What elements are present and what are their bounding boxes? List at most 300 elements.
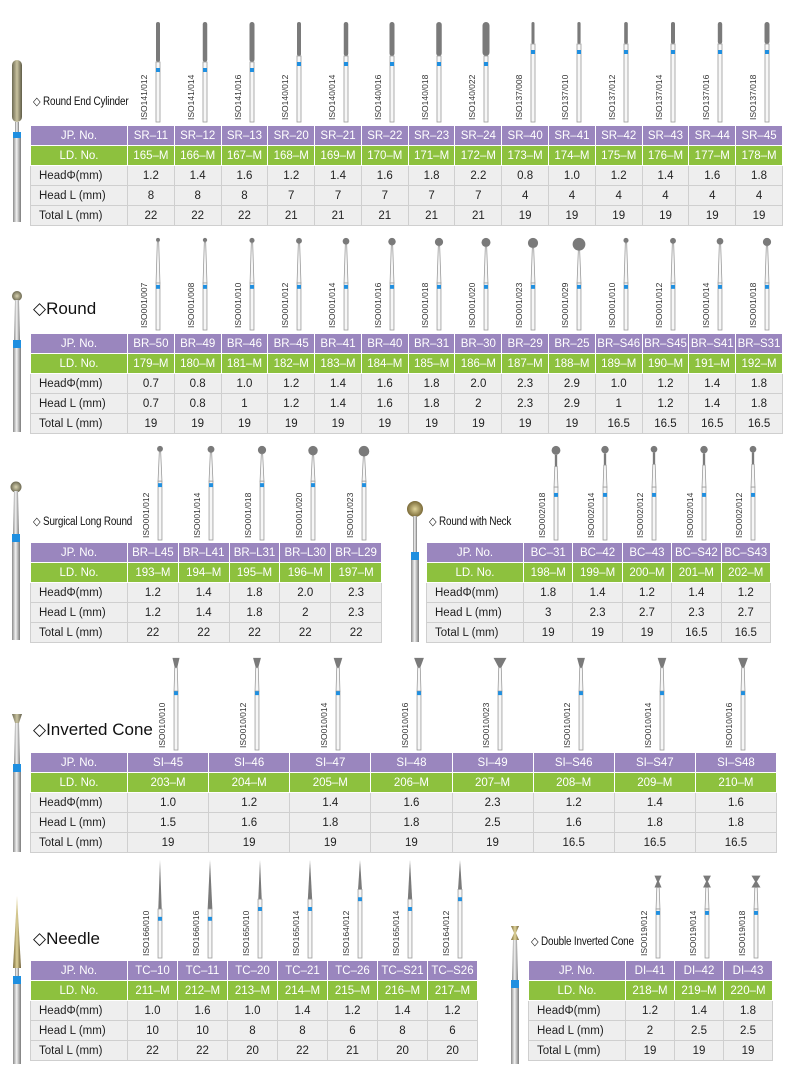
- table-cell: 195–M: [229, 563, 280, 583]
- table-cell: 19: [642, 206, 689, 226]
- bur-icon: [493, 652, 507, 750]
- table-cell: TC–S26: [428, 961, 478, 981]
- iso-column: [361, 232, 408, 330]
- iso-column: [735, 232, 782, 330]
- table-cell: 187–M: [502, 354, 549, 374]
- table-cell: 216–M: [378, 981, 428, 1001]
- bur-icon: [713, 232, 727, 330]
- double-inverted-cone-row-ld: [529, 981, 773, 1001]
- table-cell: SR–11: [128, 126, 175, 146]
- table-cell: 0.8: [502, 166, 549, 186]
- table-cell: 2.3: [672, 603, 721, 623]
- table-cell: BC–S42: [672, 543, 721, 563]
- table-cell: 1.8: [408, 394, 455, 414]
- table-cell: 19: [736, 206, 783, 226]
- iso-column: [454, 232, 501, 330]
- table-cell: 1.0: [221, 374, 268, 394]
- double-inverted-cone-row-head-d: [529, 1001, 773, 1021]
- table-cell: 182–M: [268, 354, 315, 374]
- table-cell: 7: [268, 186, 315, 206]
- surgical-long-round-table: [30, 542, 382, 643]
- iso-column: [548, 232, 595, 330]
- table-cell: 19: [622, 623, 671, 643]
- iso-label: ISO140/012: [279, 74, 290, 120]
- table-cell: 190–M: [642, 354, 689, 374]
- round-with-neck-row-head-l: [427, 603, 771, 623]
- iso-label: ISO001/012: [279, 282, 290, 328]
- table-cell: 1.4: [278, 1001, 328, 1021]
- table-cell: 19: [174, 414, 221, 434]
- iso-column: [277, 860, 327, 958]
- inverted-cone-bur-image: [7, 710, 27, 852]
- table-cell: 6: [328, 1021, 378, 1041]
- iso-label: ISO001/016: [373, 282, 384, 328]
- iso-column: [174, 22, 221, 122]
- table-cell: 213–M: [228, 981, 278, 1001]
- bur-icon: [619, 22, 633, 122]
- iso-label: ISO010/012: [562, 702, 573, 748]
- table-cell: 2.7: [622, 603, 671, 623]
- row-label: Total L (mm): [529, 1041, 626, 1061]
- table-cell: 19: [724, 1041, 773, 1061]
- table-cell: BC–31: [524, 543, 573, 563]
- table-cell: 217–M: [428, 981, 478, 1001]
- bur-icon: [331, 652, 345, 750]
- table-cell: 1.0: [549, 166, 596, 186]
- bur-icon: [574, 652, 588, 750]
- bur-icon: [619, 232, 633, 330]
- iso-label: ISO166/016: [191, 910, 201, 956]
- table-cell: 1.2: [268, 166, 315, 186]
- round-row-head-d: [31, 374, 783, 394]
- iso-column: [314, 22, 361, 122]
- row-label: Total L (mm): [31, 1041, 128, 1061]
- table-cell: 181–M: [221, 354, 268, 374]
- row-label: Head L (mm): [529, 1021, 626, 1041]
- iso-label: ISO010/016: [724, 702, 735, 748]
- table-cell: SR–40: [502, 126, 549, 146]
- table-cell: 1.4: [642, 166, 689, 186]
- round-with-neck-row-ld: [427, 563, 771, 583]
- double-inverted-cone-row-jp: [529, 961, 773, 981]
- table-cell: BR–45: [268, 334, 315, 354]
- round-bur-image: [7, 290, 27, 432]
- row-label: LD. No.: [31, 981, 128, 1001]
- table-cell: 16.5: [736, 414, 783, 434]
- needle-title: ◇Needle: [33, 929, 100, 949]
- table-cell: 19: [502, 206, 549, 226]
- iso-label: ISO140/016: [373, 74, 384, 120]
- table-cell: 8: [378, 1021, 428, 1041]
- bur-icon: [432, 232, 446, 330]
- row-label: HeadΦ(mm): [31, 166, 128, 186]
- iso-column: [533, 652, 614, 750]
- iso-column: [178, 442, 229, 540]
- round-end-cylinder-row-total-l: [31, 206, 783, 226]
- row-label: JP. No.: [31, 543, 128, 563]
- table-cell: 177–M: [689, 146, 736, 166]
- table-cell: 20: [428, 1041, 478, 1061]
- row-label: LD. No.: [529, 981, 626, 1001]
- table-cell: 4: [502, 186, 549, 206]
- row-label: Head L (mm): [31, 1021, 128, 1041]
- table-cell: 22: [229, 623, 280, 643]
- row-label: HeadΦ(mm): [31, 793, 128, 813]
- iso-column: [501, 232, 548, 330]
- table-cell: 2.3: [573, 603, 622, 623]
- table-cell: 1.4: [178, 583, 229, 603]
- table-cell: 2.0: [455, 374, 502, 394]
- bur-icon: [153, 442, 167, 540]
- bur-icon: [700, 860, 714, 958]
- table-cell: 1.2: [209, 793, 290, 813]
- row-label: LD. No.: [427, 563, 524, 583]
- inverted-cone-row-head-l: [31, 813, 777, 833]
- row-label: JP. No.: [529, 961, 626, 981]
- table-cell: 1.4: [689, 394, 736, 414]
- needle-row-jp: [31, 961, 478, 981]
- surgical-long-round-row-ld: [31, 563, 382, 583]
- table-cell: TC–20: [228, 961, 278, 981]
- round-with-neck-table: [426, 542, 771, 643]
- table-cell: 19: [268, 414, 315, 434]
- table-cell: 10: [178, 1021, 228, 1041]
- bur-icon: [412, 652, 426, 750]
- round-iso-row: [127, 232, 782, 330]
- table-cell: 7: [455, 186, 502, 206]
- table-cell: SR–41: [549, 126, 596, 146]
- surgical-long-round-row-head-l: [31, 603, 382, 623]
- double-inverted-cone-title: ◇ Double Inverted Cone: [531, 934, 634, 948]
- bur-icon: [203, 860, 217, 958]
- table-cell: 19: [315, 414, 362, 434]
- table-cell: 0.8: [174, 374, 221, 394]
- table-cell: 19: [209, 833, 290, 853]
- iso-column: [267, 22, 314, 122]
- iso-label: ISO166/010: [141, 910, 151, 956]
- table-cell: 21: [328, 1041, 378, 1061]
- bur-icon: [255, 442, 269, 540]
- table-cell: 2.5: [675, 1021, 724, 1041]
- needle-row-ld: [31, 981, 478, 1001]
- table-cell: 19: [290, 833, 371, 853]
- bur-icon: [339, 232, 353, 330]
- round-end-cylinder-bur-image: [7, 60, 27, 222]
- bur-icon: [357, 442, 371, 540]
- table-cell: 165–M: [128, 146, 175, 166]
- iso-label: ISO010/012: [237, 702, 248, 748]
- table-cell: 1.4: [672, 583, 721, 603]
- table-cell: 21: [361, 206, 408, 226]
- iso-column: [229, 442, 280, 540]
- table-cell: 174–M: [549, 146, 596, 166]
- table-cell: 188–M: [549, 354, 596, 374]
- table-cell: 1.6: [178, 1001, 228, 1021]
- table-cell: 1.2: [268, 394, 315, 414]
- table-cell: 1.8: [408, 374, 455, 394]
- table-cell: 7: [361, 186, 408, 206]
- iso-column: [177, 860, 227, 958]
- row-label: Total L (mm): [31, 623, 128, 643]
- iso-label: ISO137/008: [513, 74, 524, 120]
- table-cell: BR–46: [221, 334, 268, 354]
- table-cell: 171–M: [408, 146, 455, 166]
- table-cell: 180–M: [174, 354, 221, 374]
- bur-icon: [655, 652, 669, 750]
- iso-column: [279, 442, 330, 540]
- table-cell: 8: [221, 186, 268, 206]
- iso-label: ISO010/010: [156, 702, 167, 748]
- table-cell: 1.6: [689, 166, 736, 186]
- row-label: JP. No.: [31, 961, 128, 981]
- iso-label: ISO137/012: [607, 74, 618, 120]
- table-cell: 176–M: [642, 146, 689, 166]
- bur-icon: [339, 22, 353, 122]
- iso-label: ISO001/029: [560, 282, 571, 328]
- table-cell: 6: [428, 1021, 478, 1041]
- table-cell: 2: [455, 394, 502, 414]
- table-cell: 1.2: [642, 374, 689, 394]
- table-cell: TC–10: [128, 961, 178, 981]
- inverted-cone-row-total-l: [31, 833, 777, 853]
- table-cell: 2.3: [331, 603, 382, 623]
- iso-column: [408, 22, 455, 122]
- iso-label: ISO141/016: [232, 74, 243, 120]
- table-cell: 21: [268, 206, 315, 226]
- round-end-cylinder-table: [30, 125, 783, 226]
- table-cell: 1.8: [408, 166, 455, 186]
- table-cell: 199–M: [573, 563, 622, 583]
- inverted-cone-table: [30, 752, 777, 853]
- table-cell: 1.8: [229, 603, 280, 623]
- bur-icon: [760, 22, 774, 122]
- iso-column: [501, 22, 548, 122]
- iso-label: ISO010/016: [399, 702, 410, 748]
- iso-column: [127, 232, 174, 330]
- table-cell: 22: [128, 206, 175, 226]
- row-label: JP. No.: [427, 543, 524, 563]
- round-row-ld: [31, 354, 783, 374]
- table-cell: 193–M: [128, 563, 179, 583]
- row-label: LD. No.: [31, 354, 128, 374]
- row-label: Head L (mm): [31, 813, 128, 833]
- table-cell: 201–M: [672, 563, 721, 583]
- round-row-total-l: [31, 414, 783, 434]
- iso-column: [208, 652, 289, 750]
- table-cell: 2: [280, 603, 331, 623]
- iso-column: [127, 652, 208, 750]
- table-cell: 200–M: [622, 563, 671, 583]
- table-cell: 22: [278, 1041, 328, 1061]
- table-cell: 1.8: [736, 166, 783, 186]
- table-cell: 205–M: [290, 773, 371, 793]
- iso-label: ISO141/014: [186, 74, 197, 120]
- needle-row-head-d: [31, 1001, 478, 1021]
- table-cell: 1: [595, 394, 642, 414]
- table-cell: SR–24: [455, 126, 502, 146]
- table-cell: SR–45: [736, 126, 783, 146]
- table-cell: BR–S45: [642, 334, 689, 354]
- table-cell: 178–M: [736, 146, 783, 166]
- table-cell: 0.7: [128, 394, 175, 414]
- iso-column: [523, 442, 572, 540]
- table-cell: BR–25: [549, 334, 596, 354]
- table-cell: 198–M: [524, 563, 573, 583]
- table-cell: BR–31: [408, 334, 455, 354]
- bur-icon: [760, 232, 774, 330]
- table-cell: 1.4: [573, 583, 622, 603]
- iso-label: ISO001/014: [700, 282, 711, 328]
- row-label: HeadΦ(mm): [31, 374, 128, 394]
- iso-label: ISO001/008: [186, 282, 197, 328]
- bur-icon: [198, 22, 212, 122]
- table-cell: 1.6: [695, 793, 776, 813]
- iso-label: ISO001/023: [344, 492, 355, 538]
- iso-label: ISO019/012: [638, 910, 649, 956]
- iso-column: [674, 860, 723, 958]
- table-cell: BR–L29: [331, 543, 382, 563]
- table-cell: BR–50: [128, 334, 175, 354]
- needle-bur-image: [7, 896, 27, 1064]
- table-cell: BR–S31: [736, 334, 783, 354]
- surgical-long-round-row-jp: [31, 543, 382, 563]
- table-cell: 1.4: [614, 793, 695, 813]
- surgical-long-round-row-total-l: [31, 623, 382, 643]
- bur-icon: [151, 22, 165, 122]
- table-cell: 2.5: [452, 813, 533, 833]
- surgical-long-round-bur-image: [6, 480, 26, 640]
- iso-column: [452, 652, 533, 750]
- table-cell: 1.6: [361, 166, 408, 186]
- bur-icon: [385, 232, 399, 330]
- round-with-neck-row-head-d: [427, 583, 771, 603]
- bur-icon: [432, 22, 446, 122]
- iso-label: ISO019/014: [687, 910, 698, 956]
- table-cell: 1.4: [178, 603, 229, 623]
- iso-label: ISO002/012: [734, 492, 745, 538]
- iso-label: ISO002/014: [684, 492, 695, 538]
- table-cell: 203–M: [128, 773, 209, 793]
- bur-icon: [385, 22, 399, 122]
- table-cell: BR–L41: [178, 543, 229, 563]
- iso-label: ISO001/010: [232, 282, 243, 328]
- table-cell: 16.5: [672, 623, 721, 643]
- bur-icon: [253, 860, 267, 958]
- table-cell: 1.4: [689, 374, 736, 394]
- table-cell: BR–30: [455, 334, 502, 354]
- iso-column: [695, 652, 776, 750]
- iso-label: ISO002/018: [536, 492, 547, 538]
- bur-icon: [151, 232, 165, 330]
- table-cell: SR–23: [408, 126, 455, 146]
- iso-label: ISO010/023: [481, 702, 492, 748]
- bur-icon: [479, 22, 493, 122]
- iso-label: ISO137/010: [560, 74, 571, 120]
- row-label: HeadΦ(mm): [31, 583, 128, 603]
- double-inverted-cone-row-head-l: [529, 1021, 773, 1041]
- table-cell: 22: [178, 623, 229, 643]
- table-cell: 1.4: [174, 166, 221, 186]
- table-cell: BR–L30: [280, 543, 331, 563]
- table-cell: 1.6: [371, 793, 452, 813]
- table-cell: SI–47: [290, 753, 371, 773]
- iso-column: [614, 652, 695, 750]
- iso-label: ISO019/018: [736, 910, 747, 956]
- table-cell: 20: [378, 1041, 428, 1061]
- table-cell: 206–M: [371, 773, 452, 793]
- iso-column: [735, 22, 782, 122]
- needle-table: [30, 960, 478, 1061]
- iso-column: [127, 860, 177, 958]
- table-cell: 4: [736, 186, 783, 206]
- table-cell: BR–41: [315, 334, 362, 354]
- round-table: [30, 333, 783, 434]
- row-label: LD. No.: [31, 146, 128, 166]
- iso-label: ISO165/010: [241, 910, 251, 956]
- iso-column: [548, 22, 595, 122]
- bur-icon: [749, 860, 763, 958]
- table-cell: SI–S47: [614, 753, 695, 773]
- table-cell: SI–45: [128, 753, 209, 773]
- table-cell: 1.2: [642, 394, 689, 414]
- table-cell: 210–M: [695, 773, 776, 793]
- iso-label: ISO164/012: [441, 910, 451, 956]
- table-cell: 16.5: [614, 833, 695, 853]
- row-label: HeadΦ(mm): [529, 1001, 626, 1021]
- iso-column: [454, 22, 501, 122]
- iso-column: [327, 860, 377, 958]
- row-label: LD. No.: [31, 563, 128, 583]
- iso-column: [330, 442, 381, 540]
- table-cell: 172–M: [455, 146, 502, 166]
- table-cell: 19: [675, 1041, 724, 1061]
- bur-icon: [153, 860, 167, 958]
- bur-icon: [697, 442, 711, 540]
- table-cell: 4: [595, 186, 642, 206]
- table-cell: 19: [524, 623, 573, 643]
- table-cell: 184–M: [361, 354, 408, 374]
- double-inverted-cone-row-total-l: [529, 1041, 773, 1061]
- bur-icon: [479, 232, 493, 330]
- table-cell: SR–22: [361, 126, 408, 146]
- table-cell: 1.2: [128, 603, 179, 623]
- bur-icon: [250, 652, 264, 750]
- bur-icon: [647, 442, 661, 540]
- iso-label: ISO001/020: [466, 282, 477, 328]
- table-cell: 16.5: [533, 833, 614, 853]
- table-cell: 19: [455, 414, 502, 434]
- iso-column: [723, 860, 772, 958]
- table-cell: 21: [455, 206, 502, 226]
- table-cell: TC–11: [178, 961, 228, 981]
- iso-column: [427, 860, 477, 958]
- table-cell: 186–M: [455, 354, 502, 374]
- table-cell: 2.2: [455, 166, 502, 186]
- iso-label: ISO140/014: [326, 74, 337, 120]
- surgical-long-round-row-head-d: [31, 583, 382, 603]
- table-cell: 196–M: [280, 563, 331, 583]
- double-inverted-cone-bur-image: [505, 922, 525, 1064]
- iso-column: [688, 22, 735, 122]
- table-cell: 1.2: [128, 166, 175, 186]
- table-cell: 1.4: [315, 374, 362, 394]
- round-title: ◇Round: [33, 299, 97, 319]
- table-cell: BR–49: [174, 334, 221, 354]
- table-cell: 2.7: [721, 603, 770, 623]
- table-cell: 218–M: [626, 981, 675, 1001]
- bur-icon: [549, 442, 563, 540]
- table-cell: 1.2: [622, 583, 671, 603]
